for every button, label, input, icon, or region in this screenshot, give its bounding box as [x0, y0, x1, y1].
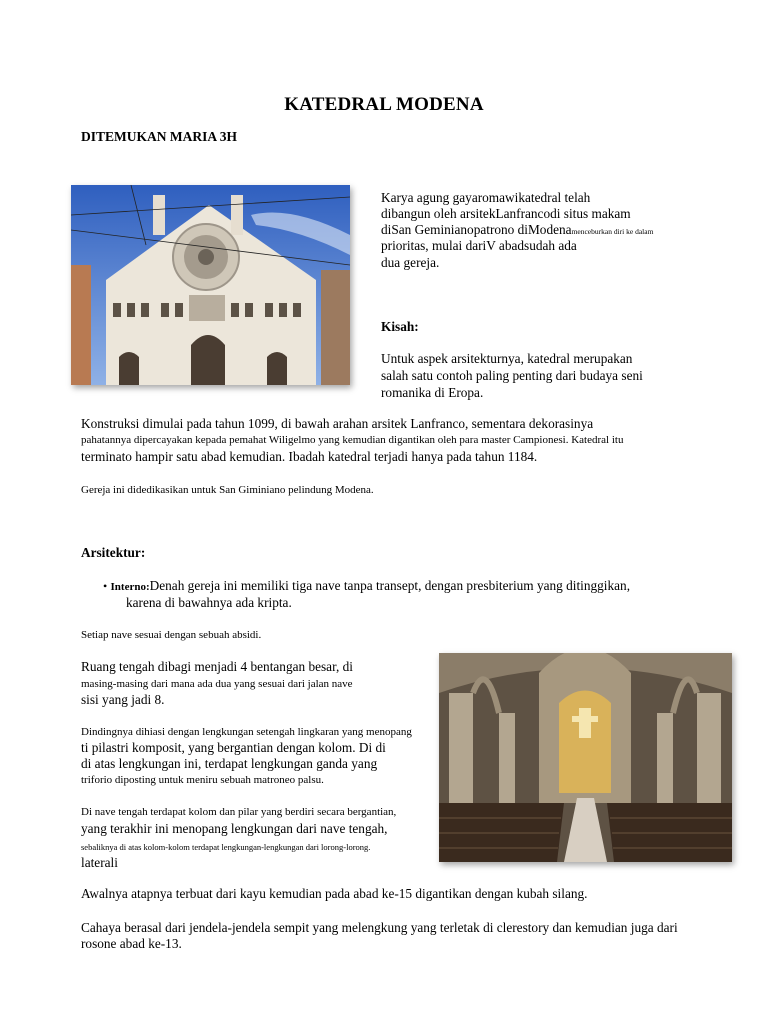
nave-line-4: laterali — [81, 855, 118, 870]
kisah-line-3: romanika di Eropa. — [381, 385, 484, 400]
dedikasi-text: Gereja ini didedikasikan untuk San Giminiano pelindung Modena. — [81, 484, 374, 496]
intro-line-2: dibangun oleh arsitekLanfrancodi situs makam — [381, 206, 631, 221]
cahaya-line-2: rosone abad ke-13. — [81, 936, 182, 951]
bullet-interno — [103, 578, 630, 595]
cathedral-exterior-photo — [71, 185, 350, 385]
dinding-line-1: Dindingnya dihiasi dengan lengkungan setengah lingkaran yang menopang — [81, 726, 412, 738]
atap-text: Awalnya atapnya terbuat dari kayu kemudian pada abad ke-15 digantikan dengan kubah silang. — [81, 886, 588, 901]
dinding-line-2: ti pilastri komposit, yang bergantian dengan kolom. Di di — [81, 740, 386, 755]
ruang-line-2: masing-masing dari mana ada dua yang sesuai dari jalan nave — [81, 678, 353, 690]
ruang-line-1: Ruang tengah dibagi menjadi 4 bentangan besar, di — [81, 659, 353, 674]
konstruksi-line-2: pahatannya dipercayakan kepada pemahat Wiligelmo yang kemudian digantikan oleh para master Campionesi. Katedral itu — [81, 434, 624, 446]
kisah-heading: Kisah: — [381, 319, 419, 334]
ruang-line-3: sisi yang jadi 8. — [81, 692, 165, 707]
konstruksi-line-1: Konstruksi dimulai pada tahun 1099, di bawah arahan arsitek Lanfranco, sementara dekorasinya — [81, 416, 594, 431]
nave-line-2: yang terakhir ini menopang lengkungan dari nave tengah, — [81, 821, 388, 836]
bullet-dot-icon: • — [103, 579, 108, 593]
cathedral-interior-photo — [439, 653, 732, 862]
nave-line-1: Di nave tengah terdapat kolom dan pilar yang berdiri secara bergantian, — [81, 806, 397, 818]
intro-line-4: prioritas, mulai dariV abadsudah ada — [381, 238, 577, 253]
konstruksi-line-3: terminato hampir satu abad kemudian. Ibadah katedral terjadi hanya pada tahun 1184. — [81, 449, 538, 464]
bullet-text-2: karena di bawahnya ada kripta. — [126, 595, 292, 610]
apsis-text: Setiap nave sesuai dengan sebuah absidi. — [81, 629, 262, 641]
cahaya-line-1: Cahaya berasal dari jendela-jendela sempit yang melengkung yang terletak di clerestory dan kemudian juga dari — [81, 920, 678, 935]
intro-line-5: dua gereja. — [381, 255, 440, 270]
document-subtitle: DITEMUKAN MARIA 3H — [81, 129, 238, 144]
kisah-line-1: Untuk aspek arsitekturnya, katedral merupakan — [381, 351, 633, 366]
kisah-line-2: salah satu contoh paling penting dari budaya seni — [381, 368, 643, 383]
arsitektur-heading: Arsitektur: — [81, 545, 146, 560]
dinding-line-3: di atas lengkungan ini, terdapat lengkungan ganda yang — [81, 756, 378, 771]
intro-line-3-small: menceburkan diri ke dalam — [571, 227, 654, 236]
document-title: KATEDRAL MODENA — [284, 94, 484, 115]
intro-line-3-main: diSan Geminianopatrono diModena — [381, 222, 572, 237]
dinding-line-4: triforio diposting untuk meniru sebuah matroneo palsu. — [81, 774, 324, 786]
bullet-label: Interno: — [110, 581, 150, 593]
bullet-text-1: Denah gereja ini memiliki tiga nave tanpa transept, dengan presbiterium yang ditinggikan, — [149, 578, 631, 593]
intro-line-1: Karya agung gayaromawikatedral telah — [381, 190, 591, 205]
nave-line-3: sebaliknya di atas kolom-kolom terdapat lengkungan-lengkungan dari lorong-lorong. — [81, 842, 371, 852]
